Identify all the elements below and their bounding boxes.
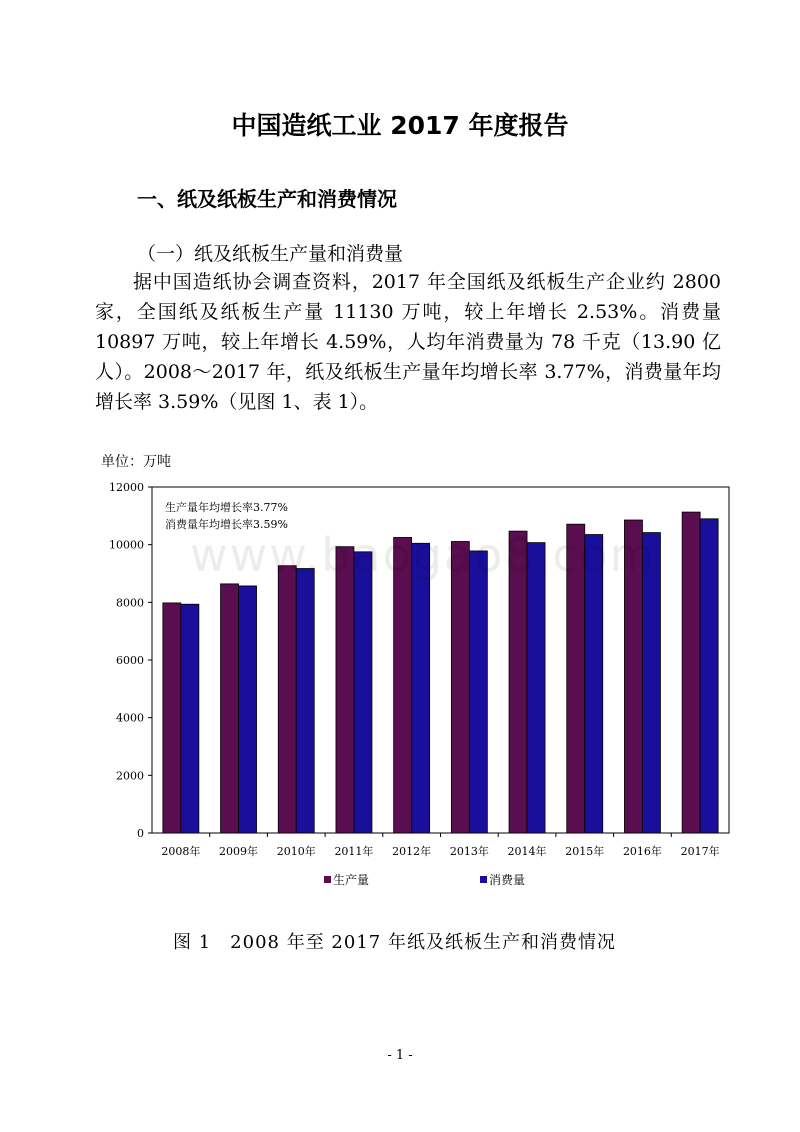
y-tick-label: 4000 [116, 711, 144, 725]
watermark: www.baogao8.com [190, 528, 657, 582]
bar-consumption-2008年 [181, 604, 199, 833]
x-tick-label: 2015年 [565, 845, 605, 858]
bar-consumption-2017年 [700, 519, 718, 833]
y-tick-label: 8000 [116, 596, 144, 610]
bar-consumption-2011年 [354, 552, 372, 833]
bar-consumption-2013年 [469, 551, 487, 833]
x-tick-label: 2012年 [392, 845, 432, 858]
y-tick-label: 6000 [116, 654, 144, 667]
body-paragraph: 据中国造纸协会调查资料，2017 年全国纸及纸板生产企业约 2800 家，全国纸及纸板生产量 11130 万吨，较上年增长 2.53%。消费量 10897 万吨，较上年增长 4.59%，人均年消费量为 78 千克（13.90 亿人）。2008～2017 年，纸及纸板生产量年均增长率 3.77%，消费量年均增长率 3.59%（见图 1、表 1）。 [95, 271, 721, 413]
y-tick-label: 2000 [116, 769, 144, 783]
legend-label-consumption: 消费量 [489, 873, 526, 887]
bar-consumption-2014年 [527, 543, 545, 833]
x-tick-label: 2013年 [449, 845, 489, 858]
x-tick-label: 2008年 [161, 845, 201, 858]
x-tick-label: 2016年 [622, 845, 662, 858]
legend-swatch-consumption [480, 876, 487, 883]
bar-consumption-2010年 [296, 569, 314, 833]
y-tick-label: 12000 [109, 481, 144, 494]
bar-production-2009年 [221, 584, 239, 833]
bar-consumption-2012年 [412, 543, 430, 833]
report-title: 中国造纸工业 2017 年度报告 [231, 111, 569, 140]
x-tick-label: 2017年 [680, 845, 720, 858]
annotation-consumption-growth: 消费量年均增长率3.59% [165, 518, 288, 531]
bar-production-2011年 [336, 547, 354, 833]
x-tick-label: 2010年 [276, 845, 316, 858]
x-tick-label: 2009年 [219, 845, 259, 858]
bar-production-2013年 [451, 541, 469, 833]
bar-production-2008年 [163, 603, 181, 833]
y-tick-label: 0 [137, 827, 144, 840]
legend-swatch-production [324, 876, 331, 883]
legend [324, 872, 525, 887]
bar-production-2017年 [682, 512, 700, 833]
bar-production-2010年 [278, 566, 296, 833]
y-tick-label: 10000 [109, 538, 144, 552]
page-number: - 1 - [387, 1048, 413, 1063]
legend-label-production: 生产量 [333, 873, 370, 887]
figure-caption: 图 1 2008 年至 2017 年纸及纸板生产和消费情况 [173, 932, 616, 953]
x-tick-label: 2011年 [334, 845, 374, 858]
bar-consumption-2009年 [239, 586, 257, 833]
x-tick-label: 2014年 [507, 845, 547, 858]
chart-unit-label: 单位：万吨 [101, 454, 171, 470]
subsection-heading: （一）纸及纸板生产量和消费量 [137, 243, 404, 265]
section-heading: 一、纸及纸板生产和消费情况 [137, 187, 397, 211]
annotation-production-growth: 生产量年均增长率3.77% [165, 501, 288, 514]
